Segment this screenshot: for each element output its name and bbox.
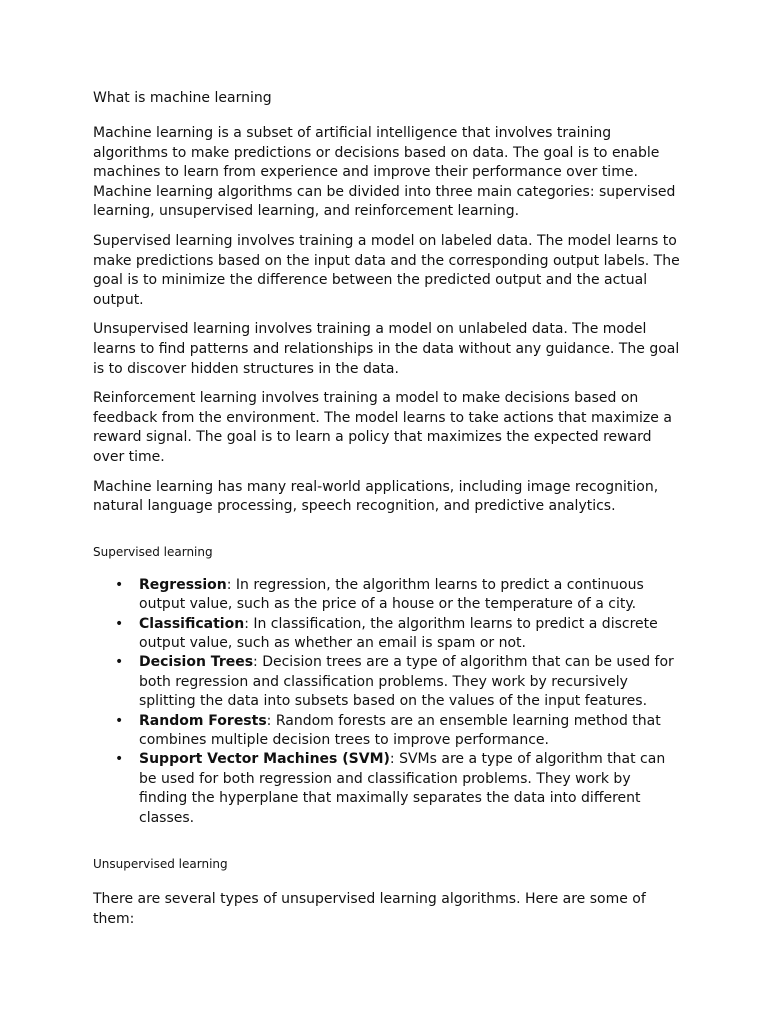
paragraph-intro: Machine learning is a subset of artificial intelligence that involves training algorithms to make predictions or decisions based on data. The goal is to enable machines to learn from experience and improve their performance over time. Machine learning algorithms can be divided into three main categories: supervised learning, unsupervised learning, and reinforcement learning. xyxy=(93,125,676,220)
list-item-text: : Random forests are an ensemble learning method that combines multiple decision trees to improve performance. xyxy=(139,712,661,748)
list-item-term: Regression xyxy=(139,576,227,593)
list-item-term: Decision Trees xyxy=(139,654,254,671)
paragraph-reinforcement: Reinforcement learning involves training a model to make decisions based on feedback from the environment. The model learns to take actions that maximize a reward signal. The goal is to learn a policy that maximizes the expected reward over time. xyxy=(93,390,672,465)
list-item xyxy=(93,750,683,828)
document-title: What is machine learning xyxy=(93,90,272,106)
list-item xyxy=(93,653,683,711)
document-page xyxy=(93,88,683,939)
list-item-text: : Decision trees are a type of algorithm that can be used for both regression and classification problems. They work by recursively splitting the data into subsets based on the values of the input features. xyxy=(139,654,674,710)
list-item-text: : SVMs are a type of algorithm that can be used for both regression and classification problems. They work by finding the hyperplane that maximally separates the data into different classes. xyxy=(139,751,666,826)
bullet-icon: • xyxy=(115,654,124,671)
list-item-text: : In regression, the algorithm learns to predict a continuous output value, such as the price of a house or the temperature of a city. xyxy=(139,576,644,613)
supervised-algorithms-list xyxy=(93,576,683,828)
list-item-term: Classification xyxy=(139,615,245,632)
paragraph-applications: Machine learning has many real-world applications, including image recognition, natural language processing, speech recognition, and predictive analytics. xyxy=(93,478,659,515)
bullet-icon: • xyxy=(115,615,124,632)
section-heading-supervised: Supervised learning xyxy=(93,544,213,559)
section-heading-unsupervised: Unsupervised learning xyxy=(93,856,228,871)
list-item-term: Support Vector Machines (SVM) xyxy=(139,751,390,768)
list-item-term: Random Forests xyxy=(139,712,267,729)
paragraph-unsupervised: Unsupervised learning involves training a model on unlabeled data. The model learns to find patterns and relationships in the data without any guidance. The goal is to discover hidden structures in the data. xyxy=(93,321,680,377)
list-item xyxy=(93,576,683,615)
list-item-text: : In classification, the algorithm learns to predict a discrete output value, such as whether an email is spam or not. xyxy=(139,615,658,651)
list-item xyxy=(93,712,683,751)
paragraph-supervised: Supervised learning involves training a model on labeled data. The model learns to make predictions based on the input data and the corresponding output labels. The goal is to minimize the difference between the predicted output and the actual output. xyxy=(93,232,680,308)
paragraph-unsupervised-intro: There are several types of unsupervised learning algorithms. Here are some of them: xyxy=(93,890,646,927)
bullet-icon: • xyxy=(115,751,124,768)
bullet-icon: • xyxy=(115,712,124,729)
list-item xyxy=(93,615,683,654)
bullet-icon: • xyxy=(115,576,124,593)
